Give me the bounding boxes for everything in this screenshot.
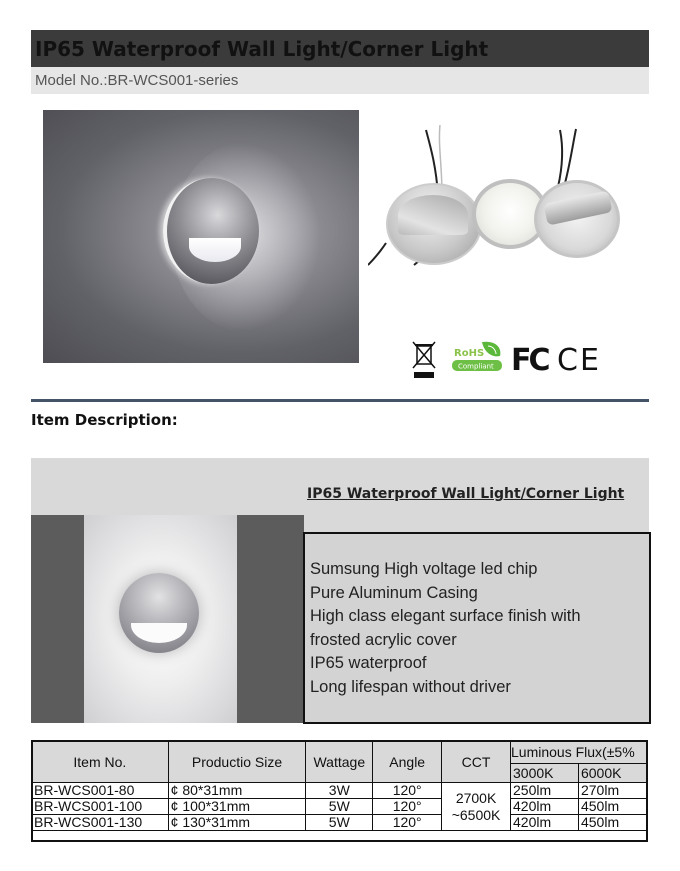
description-title: IP65 Waterproof Wall Light/Corner Light [307, 486, 625, 502]
model-number: Model No.:BR-WCS001-series [35, 72, 239, 89]
cell-angle: 120° [373, 783, 442, 799]
lamp-glow [189, 238, 241, 262]
model-bar [31, 67, 649, 94]
ce-mark: CE [557, 343, 601, 378]
table-row [32, 815, 648, 831]
table-row [32, 799, 648, 815]
cell-3000k: 420lm [511, 815, 579, 831]
cell-item: BR-WCS001-80 [32, 783, 169, 799]
feature-item: frosted acrylic cover [310, 630, 457, 649]
lamp-glow [131, 623, 187, 643]
cell-angle: 120° [373, 799, 442, 815]
table-row [32, 783, 648, 799]
cell-size: ¢ 80*31mm [168, 783, 306, 799]
title-bar [31, 30, 649, 67]
cell-size: ¢ 130*31mm [168, 815, 306, 831]
cell-6000k: 450lm [578, 815, 647, 831]
spec-table [31, 741, 648, 831]
feature-item: Pure Aluminum Casing [310, 583, 478, 602]
cell-angle: 120° [373, 815, 442, 831]
wall-light-photo [43, 110, 359, 363]
wall-lamp [163, 178, 259, 284]
feature-item: High class elegant surface finish with [310, 607, 581, 625]
feature-list [305, 534, 649, 699]
header-wattage: Wattage [306, 742, 373, 783]
cell-cct [442, 783, 511, 831]
cell-wattage: 3W [306, 783, 373, 799]
fcc-logo: FC [511, 343, 548, 378]
cell-3000k: 250lm [511, 783, 579, 799]
installed-light-photo [31, 515, 304, 723]
cell-wattage: 5W [306, 799, 373, 815]
product-lamp-3 [534, 180, 620, 258]
svg-text:Compliant: Compliant [458, 362, 494, 371]
header-size: Productio Size [168, 742, 306, 783]
lamp-cap [543, 190, 612, 225]
cct-line-1: 2700K [455, 789, 497, 806]
section-heading: Item Description: [31, 411, 178, 429]
page-title: IP65 Waterproof Wall Light/Corner Light [35, 37, 489, 61]
cell-size: ¢ 100*31mm [168, 799, 306, 815]
weee-bin-icon [412, 340, 436, 380]
feature-item: IP65 waterproof [310, 654, 427, 672]
wall-background [84, 515, 237, 723]
feature-box [303, 532, 651, 724]
rohs-compliant-logo [452, 340, 504, 374]
product-lamp-1 [386, 183, 482, 265]
header-6000k: 6000K [578, 763, 647, 782]
cell-6000k: 450lm [578, 799, 647, 815]
cell-6000k: 270lm [578, 783, 647, 799]
cct-line-2: ~6500K [451, 806, 501, 823]
feature-item: Long lifespan without driver [310, 677, 511, 696]
divider [31, 399, 649, 402]
header-cct: CCT [442, 742, 511, 783]
cell-wattage: 5W [306, 815, 373, 831]
lamp-cap [398, 195, 468, 235]
header-item-no: Item No. [32, 742, 169, 783]
product-photo [368, 125, 630, 285]
cell-item: BR-WCS001-130 [32, 815, 169, 831]
header-angle: Angle [373, 742, 442, 783]
feature-item: Sumsung High voltage led chip [310, 560, 538, 578]
header-3000k: 3000K [511, 763, 579, 782]
header-luminous-flux: Luminous Flux(±5% [511, 742, 648, 764]
svg-text:RoHS: RoHS [454, 348, 485, 359]
cell-item: BR-WCS001-100 [32, 799, 169, 815]
cell-3000k: 420lm [511, 799, 579, 815]
installed-lamp [119, 573, 199, 653]
